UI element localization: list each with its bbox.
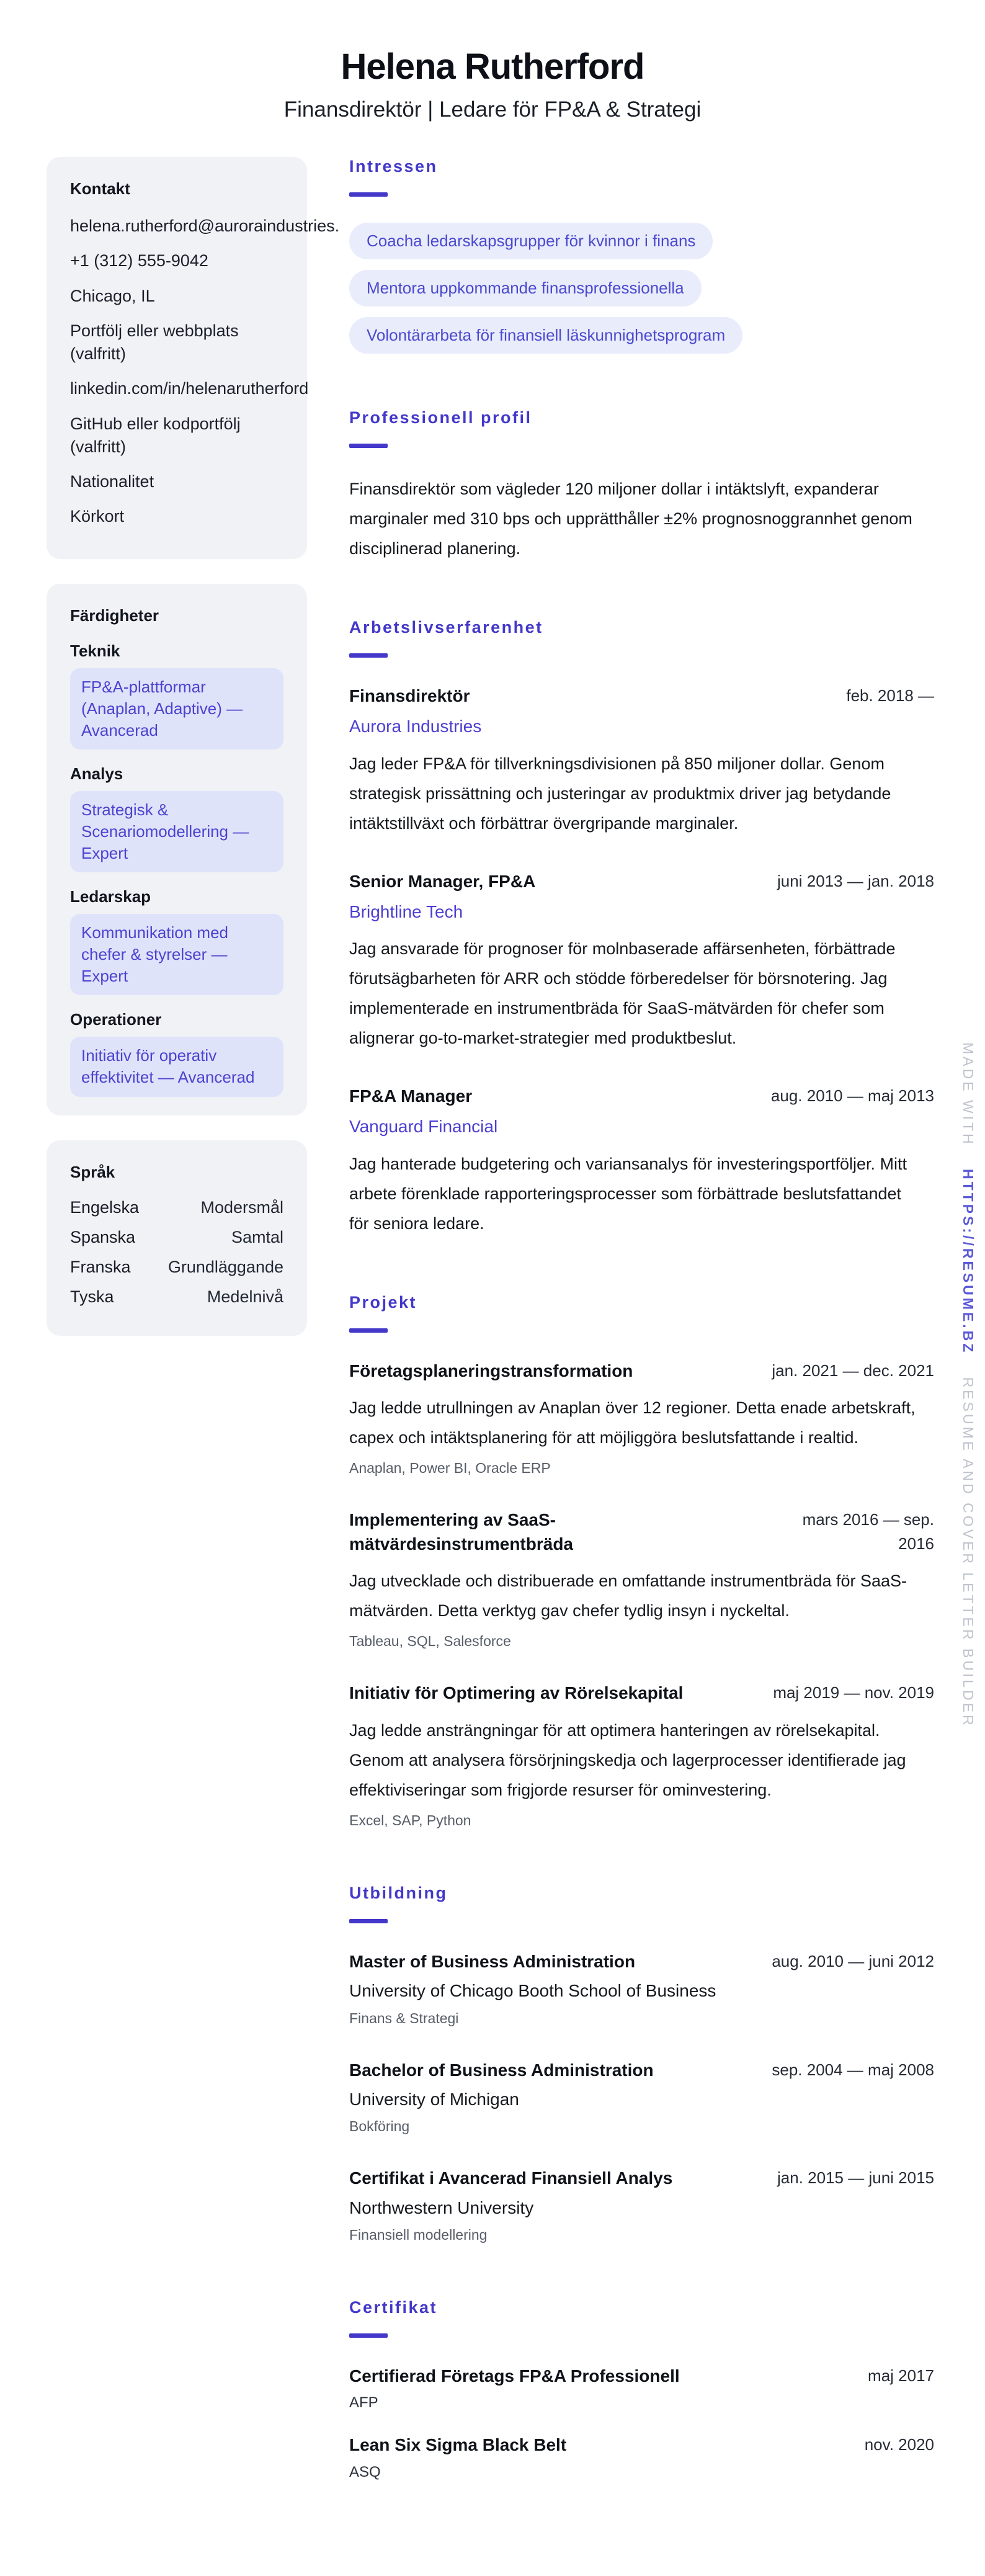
job-description: Jag hanterade budgetering och variansanalys för investeringsportföljer. Mitt arbete förenklade rapporteringsprocesser som förbättrade beslutsfattandet för seniora ledare. (349, 1154, 907, 1233)
section-underline (349, 444, 388, 448)
section-title: Certifikat (349, 2298, 438, 2317)
watermark-prefix: MADE WITH (960, 1042, 976, 1147)
section-education (349, 1884, 934, 2243)
job-description: Jag ansvarade för prognoser för molnbaserade affärsenheten, förbättrade förutsägbarheten för ARR och stödde förberedelser för börsnotering. Jag implementerade en instrumentbräda för SaaS-mätvärden för chefer som alignerar go-to-market-strategier med produktbeslut. (349, 939, 896, 1048)
language-level: Samtal (231, 1227, 283, 1246)
project-tools: Excel, SAP, Python (349, 1812, 471, 1828)
section-title: Projekt (349, 1292, 417, 1312)
job-description: Jag leder FP&A för tillverkningsdivisionen på 850 miljoner dollar. Genom strategisk prissättning och justeringar av produktmix driver jag betydande intäktstillväxt och förbättrar övergripande marginaler. (349, 754, 891, 833)
project-description: Jag utvecklade och distribuerade en omfattande instrumentbräda för SaaS-mätvärden. Detta verktyg gav chefer tydlig insyn i nyckeltal. (349, 1572, 907, 1621)
languages-card (47, 1140, 307, 1336)
interest-pill: Volontärarbeta för finansiell läskunnighetsprogram (349, 317, 742, 354)
education-degree: Bachelor of Business Administration (349, 2060, 654, 2080)
skills-card (47, 584, 307, 1116)
language-name: Engelska (70, 1197, 140, 1217)
education-entry (349, 1949, 934, 2027)
education-entry (349, 2058, 934, 2135)
job-entry (349, 1084, 934, 1238)
languages-card-title: Språk (70, 1162, 115, 1181)
skill-group-label: Analys (70, 764, 123, 783)
page-title: Helena Rutherford (341, 47, 644, 87)
language-row (70, 1198, 283, 1217)
job-dates: aug. 2010 — maj 2013 (770, 1086, 934, 1106)
section-underline (349, 1919, 388, 1923)
project-description: Jag ledde ansträngningar för att optimera hanteringen av rörelsekapital. Genom att analysera försörjningskedja och lagerprocesser identifierade jag effektiviseringar som frigjorde resurser för ominvestering. (349, 1720, 906, 1799)
contact-card (47, 157, 340, 559)
section-underline (349, 2333, 388, 2338)
language-level: Grundläggande (167, 1257, 283, 1276)
certification-org: ASQ (349, 2463, 381, 2480)
job-entry (349, 684, 934, 838)
contact-github: GitHub eller kodportfölj (valfritt) (70, 414, 241, 456)
job-role: Senior Manager, FP&A (349, 871, 536, 891)
section-projects (349, 1293, 934, 1829)
job-role: FP&A Manager (349, 1086, 473, 1106)
skill-group-label: Teknik (70, 641, 120, 660)
interest-pill: Mentora uppkommande finansprofessionella (349, 270, 702, 306)
contact-email: helena.rutherford@auroraindustries. (70, 217, 340, 235)
job-dates: feb. 2018 — (846, 686, 934, 705)
education-dates: sep. 2004 — maj 2008 (772, 2060, 934, 2079)
certification-org: AFP (349, 2394, 378, 2412)
job-company: Brightline Tech (349, 901, 463, 921)
section-title: Professionell profil (349, 408, 532, 427)
project-entry (349, 1508, 934, 1650)
skill-group-label: Ledarskap (70, 887, 151, 906)
project-dates: mars 2016 — sep. 2016 (802, 1510, 934, 1554)
skill-pill: Strategisk & Scenariomodellering — Expert (70, 791, 283, 872)
section-underline (349, 1328, 388, 1333)
contact-drivers-license: Körkort (70, 507, 125, 526)
section-underline (349, 192, 388, 197)
certification-date: maj 2017 (868, 2366, 934, 2386)
sidebar (47, 157, 340, 1361)
education-school: University of Michigan (349, 2089, 519, 2109)
interest-pill: Coacha ledarskapsgrupper för kvinnor i finans (349, 223, 713, 259)
resume-header (0, 0, 985, 122)
language-name: Tyska (70, 1287, 114, 1306)
project-tools: Tableau, SQL, Salesforce (349, 1633, 511, 1650)
certification-name: Lean Six Sigma Black Belt (349, 2435, 567, 2455)
education-school: University of Chicago Booth School of Business (349, 1981, 716, 2000)
certification-date: nov. 2020 (864, 2435, 934, 2454)
project-tools: Anaplan, Power BI, Oracle ERP (349, 1460, 551, 1477)
project-dates: maj 2019 — nov. 2019 (773, 1683, 934, 1702)
contact-linkedin: linkedin.com/in/helenarutherford (70, 379, 309, 398)
header-subtitle: Finansdirektör | Ledare för FP&A & Strategi (283, 97, 702, 122)
language-level: Modersmål (200, 1197, 283, 1217)
two-column-layout (0, 157, 985, 2536)
education-dates: jan. 2015 — juni 2015 (777, 2168, 934, 2188)
project-name: Implementering av SaaS-mätvärdesinstrumentbräda (349, 1510, 574, 1554)
project-entry (349, 1359, 934, 1477)
language-name: Spanska (70, 1227, 136, 1246)
main-column (349, 157, 940, 2536)
project-name: Initiativ för Optimering av Rörelsekapital (349, 1683, 684, 1703)
section-title: Arbetslivserfarenhet (349, 618, 543, 637)
project-description: Jag ledde utrullningen av Anaplan över 12 regioner. Detta enade arbetskraft, capex och intäktsplanering för att möjliggöra beslutsfattande i realtid. (349, 1398, 916, 1447)
job-company: Vanguard Financial (349, 1117, 498, 1137)
skill-pill: FP&A-plattformar (Anaplan, Adaptive) — Avancerad (70, 668, 283, 749)
watermark (960, 1042, 976, 1728)
section-title: Utbildning (349, 1883, 448, 1902)
profile-text: Finansdirektör som vägleder 120 miljoner dollar i intäktslyft, expanderar marginaler med 310 bps och upprätthåller ±2% prognosnoggrannhet genom disciplinerad planering. (349, 480, 912, 558)
education-degree: Certifikat i Avancerad Finansiell Analys (349, 2168, 673, 2188)
contact-phone: +1 (312) 555-9042 (70, 251, 208, 271)
contact-card-title: Kontakt (70, 179, 130, 198)
contact-nationality: Nationalitet (70, 472, 154, 491)
contact-location: Chicago, IL (70, 286, 155, 305)
certification-entry (349, 2433, 934, 2480)
skill-pill: Initiativ för operativ effektivitet — Avancerad (70, 1037, 283, 1096)
education-dates: aug. 2010 — juni 2012 (772, 1951, 934, 1970)
section-profile (349, 408, 934, 563)
contact-portfolio: Portfölj eller webbplats (valfritt) (70, 321, 239, 363)
skill-group-label: Operationer (70, 1010, 162, 1029)
education-entry (349, 2166, 934, 2243)
watermark-suffix: RESUME AND COVER LETTER BUILDER (960, 1377, 976, 1728)
job-dates: juni 2013 — jan. 2018 (777, 871, 934, 890)
section-title: Intressen (349, 157, 438, 176)
section-underline (349, 653, 388, 658)
education-degree: Master of Business Administration (349, 1951, 636, 1971)
project-entry (349, 1681, 934, 1828)
section-experience (349, 618, 934, 1238)
language-level: Medelnivå (207, 1287, 283, 1306)
section-certifications (349, 2298, 934, 2480)
education-field: Bokföring (349, 2118, 410, 2135)
language-name: Franska (70, 1257, 131, 1276)
interest-pill-list (349, 223, 934, 354)
language-row (70, 1228, 283, 1247)
skill-pill: Kommunikation med chefer & styrelser — Expert (70, 914, 283, 995)
language-row (70, 1258, 283, 1277)
job-entry (349, 869, 934, 1053)
section-interests (349, 157, 934, 354)
job-company: Aurora Industries (349, 717, 482, 736)
watermark-url-link[interactable]: HTTPS://RESUME.BZ (960, 1169, 976, 1355)
language-row (70, 1287, 283, 1307)
skills-card-title: Färdigheter (70, 606, 159, 625)
education-field: Finans & Strategi (349, 2010, 459, 2026)
job-role: Finansdirektör (349, 686, 470, 706)
education-school: Northwestern University (349, 2198, 534, 2217)
certification-entry (349, 2364, 934, 2412)
certification-name: Certifierad Företags FP&A Professionell (349, 2366, 680, 2386)
project-dates: jan. 2021 — dec. 2021 (772, 1361, 934, 1380)
education-field: Finansiell modellering (349, 2227, 488, 2243)
project-name: Företagsplaneringstransformation (349, 1361, 633, 1380)
